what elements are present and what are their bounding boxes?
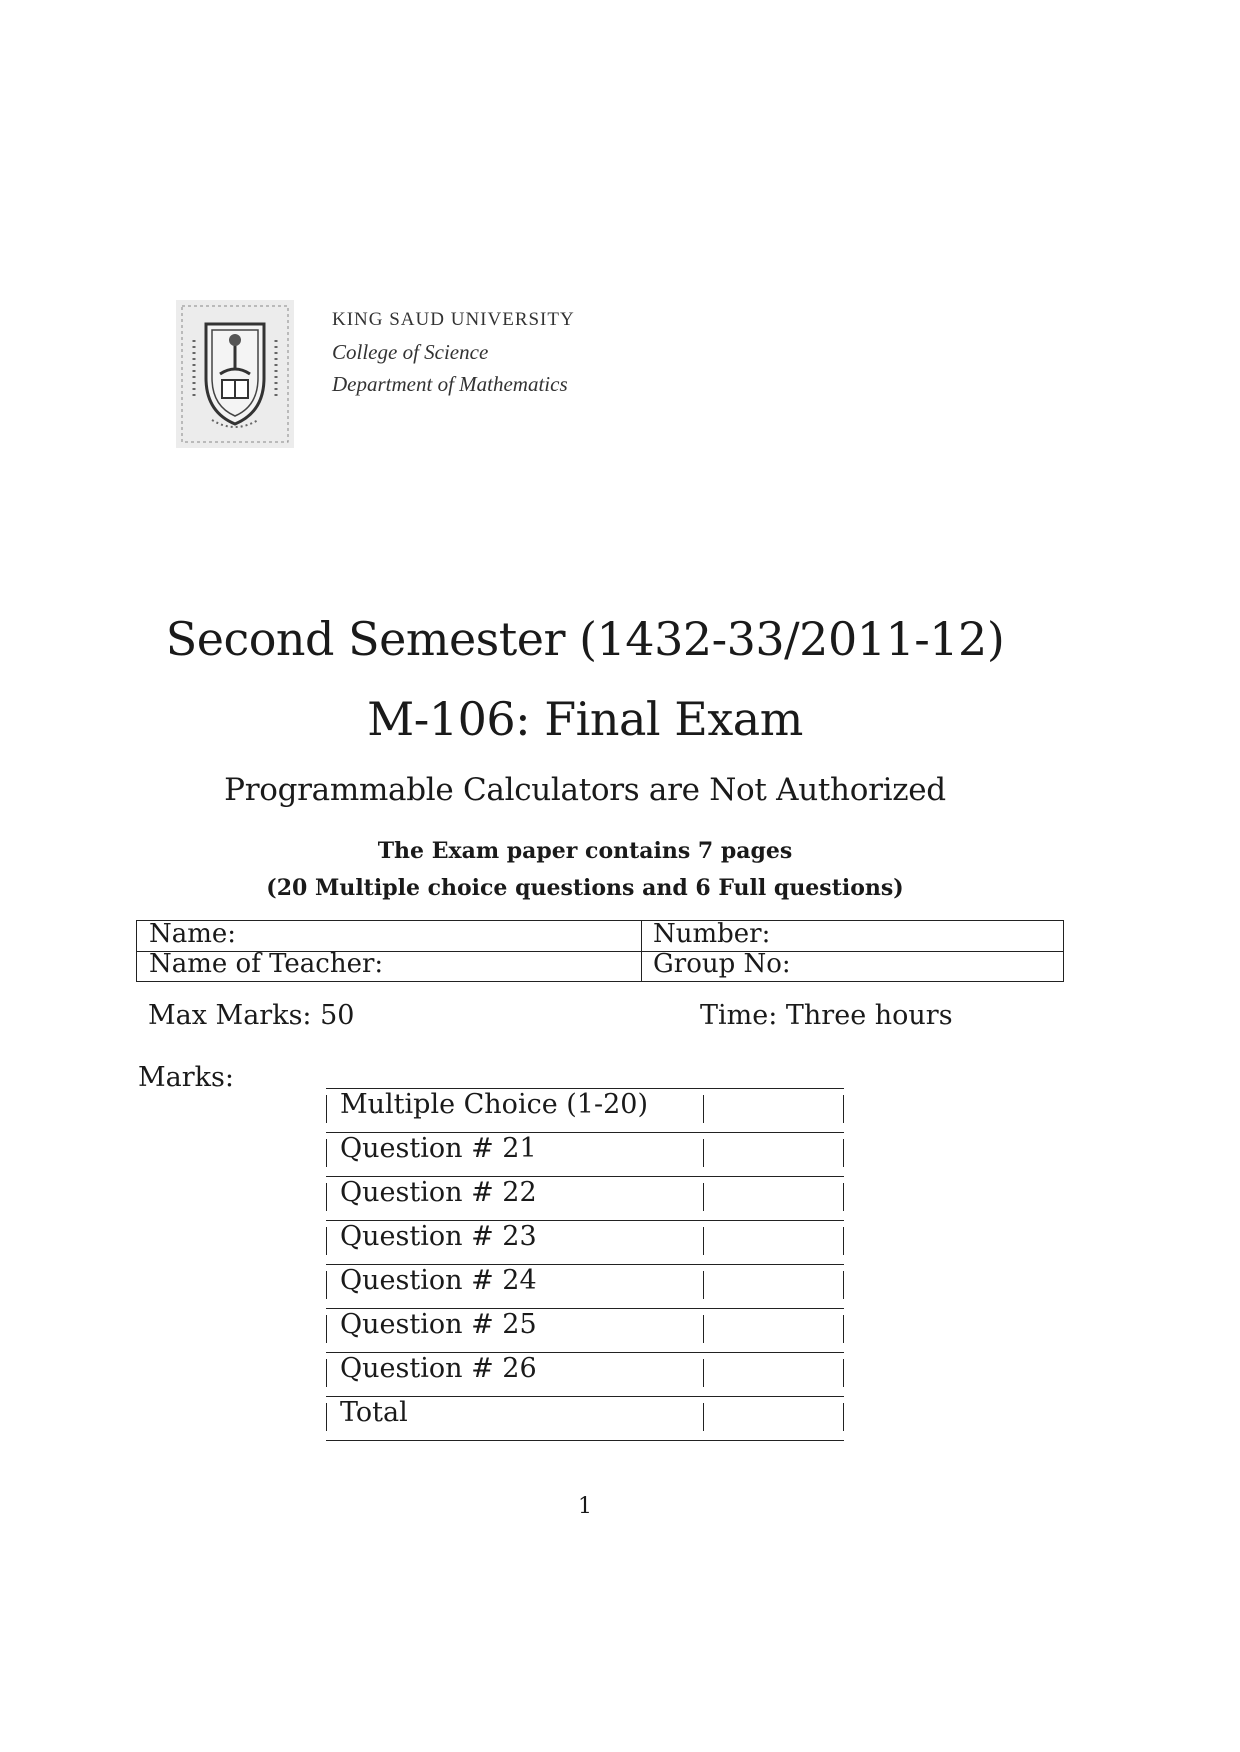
college-name: College of Science [332,340,489,364]
number-field-label: Number: [653,919,771,949]
exam-title: M-106: Final Exam [367,692,803,746]
table-row [326,1088,844,1132]
marks-row-label: Question # 21 [340,1133,537,1164]
university-crest-icon [176,300,294,448]
teacher-field-label: Name of Teacher: [149,949,384,979]
marks-row-label: Question # 22 [340,1177,537,1208]
questions-note: (20 Multiple choice questions and 6 Full questions) [266,875,904,901]
pages-note: The Exam paper contains 7 pages [377,838,793,864]
marks-row-label: Total [340,1397,408,1428]
table-row [326,1308,844,1352]
university-name: KING SAUD UNIVERSITY [332,309,575,330]
marks-row-label: Question # 25 [340,1309,537,1340]
marks-row-label: Question # 24 [340,1265,537,1296]
table-row [326,1176,844,1220]
department-name: Department of Mathematics [332,372,568,396]
marks-row-label: Multiple Choice (1-20) [340,1089,648,1120]
table-bottom-rule [326,1440,844,1441]
marks-table [326,1088,844,1441]
calculator-notice: Programmable Calculators are Not Authorized [224,772,946,808]
semester-title: Second Semester (1432-33/2011-12) [165,612,1005,666]
student-info-row [137,921,1063,952]
table-row [326,1264,844,1308]
marks-row-label: Question # 23 [340,1221,537,1252]
table-row [326,1352,844,1396]
name-field-label: Name: [149,919,237,949]
table-row [326,1220,844,1264]
crest-graphic [176,300,294,448]
table-row [326,1396,844,1440]
student-info-row [137,951,1063,981]
marks-row-label: Question # 26 [340,1353,537,1384]
table-row [326,1132,844,1176]
page-number: 1 [578,1494,592,1519]
student-info-table [136,920,1064,982]
group-field-label: Group No: [653,949,791,979]
marks-label: Marks: [138,1062,234,1093]
column-divider [641,921,642,981]
max-marks: Max Marks: 50 [148,1000,355,1031]
exam-time: Time: Three hours [700,1000,953,1031]
